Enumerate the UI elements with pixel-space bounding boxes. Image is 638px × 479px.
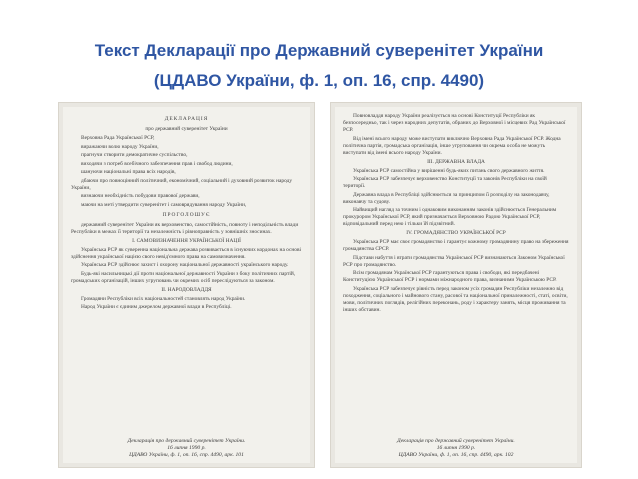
- document-paragraph: визнаючи необхідність побудови правової держави,: [81, 193, 200, 199]
- document-paragraph: маючи на меті утвердити суверенітет і самоврядування народу України,: [81, 201, 247, 208]
- document-sheet: [335, 107, 577, 463]
- document-paragraph: Українська РСР самостійна у вирішенні будь-яких питань свого державного життя.: [353, 167, 545, 174]
- document-paragraph: Українська РСР забезпечує верховенство Конституції та законів Республіки на своїй території.: [343, 176, 547, 189]
- document-section-heading: І. САМОВИЗНАЧЕННЯ УКРАЇНСЬКОЇ НАЦІЇ: [132, 237, 241, 244]
- document-paragraph: виражаючи волю народу України,: [81, 143, 159, 150]
- document-paragraph: Народ України є єдиним джерелом державної влади в Республіці.: [81, 304, 232, 310]
- slide-title-line1: Текст Декларації про Державний суверенітет України: [94, 41, 544, 60]
- caption-line: Декларація про державний суверенітет України.: [127, 438, 246, 444]
- document-paragraph: Від імені всього народу може виступати виключно Верховна Рада Української РСР. Жодна політична партія, громадська організація, інше угруповання чи окрема особа не можуть виступати від імені всього народу України.: [343, 135, 561, 156]
- document-paragraph: виходячи з потреб всебічного забезпечення прав і свобод людини,: [81, 160, 233, 167]
- document-section-heading: ІV. ГРОМАДЯНСТВО УКРАЇНСЬКОЇ РСР: [406, 230, 506, 236]
- document-paragraph: Всім громадянам Української РСР гарантуються права і свободи, які передбачені Конституцією Української РСР і нормами міжнародного права, визнаними Українською РСР.: [343, 270, 557, 283]
- caption-line: 16 липня 1990 р.: [167, 445, 206, 451]
- document-paragraph: Державна влада в Республіці здійснюється за принципом її розподілу на законодавчу, виконавчу та судову.: [343, 191, 550, 205]
- caption-line: 16 липня 1990 р.: [436, 445, 476, 451]
- document-scan-page-2: [331, 103, 581, 467]
- document-paragraph: державний суверенітет України як верховенство, самостійність, повноту і неподільність влади Республіки в межах її території та незалежність і рівноправність у зовнішніх зносинах.: [71, 221, 299, 235]
- document-paragraph: Громадяни Республіки всіх національностей становлять народ України.: [81, 295, 246, 302]
- document-paragraph: Повновладдя народу України реалізується на основі Конституції Республіки як безпосередньо, так і через народних депутатів, обраних до Верховної і місцевих Рад Української РСР.: [343, 113, 566, 133]
- document-paragraph: Підстави набуття і втрати громадянства Української РСР визначаються Законом Української РСР про громадянство.: [343, 254, 565, 268]
- document-paragraph: Українська РСР як суверенна національна держава розвивається в існуючих кордонах на основі здійснення української нацією свого невід'ємного права на самовизначення.: [71, 246, 302, 260]
- caption-line: Декларація про державний суверенітет України.: [397, 438, 515, 444]
- document-paragraph: Верховна Рада Української РСР,: [81, 135, 155, 141]
- document-sheet: [63, 107, 310, 463]
- document-subheading: про державний суверенітет України: [145, 126, 228, 132]
- document-section-heading: ІІІ. ДЕРЖАВНА ВЛАДА: [427, 158, 485, 165]
- document-scan-page-1: [59, 103, 314, 467]
- slide-title: [0, 36, 638, 96]
- document-paragraph: шануючи національні права всіх народів,: [81, 169, 176, 175]
- document-paragraph: Українська РСР має своє громадянство і гарантує кожному громадянину право на збереження громадянства СРСР.: [343, 239, 569, 252]
- document-proclaims-heading: ПРОГОЛОШУЄ: [162, 211, 211, 218]
- document-paragraph: прагнучи створити демократичне суспільство,: [81, 152, 188, 158]
- caption-line: ЦДАВО України, ф. 1, оп. 16, спр. 4490, арк. 102: [398, 452, 514, 458]
- document-paragraph: Українська РСР забезпечує рівність перед законом усіх громадян Республіки незалежно від походження, соціального і майнового стану, расової та національної приналежності, статі, освіти, мови, політичних поглядів, релігійних переконань, роду і характеру занять, місця проживання та інших обставин.: [343, 285, 568, 313]
- slide-title-line2: (ЦДАВО України, ф. 1, оп. 16, спр. 4490): [153, 71, 485, 90]
- document-caption: [335, 438, 577, 459]
- caption-line: ЦДАВО України, ф. 1, оп. 16, спр. 4490, арк. 101: [129, 452, 244, 458]
- document-paragraph: Найвищий нагляд за точним і однаковим виконанням законів здійснюється Генеральним прокурором Української РСР, який призначається Верховною Радою Української РСР, відповідальний перед нею і тільки їй підзвітний.: [343, 207, 557, 227]
- document-section-heading: ІІ. НАРОДОВЛАДДЯ: [161, 286, 212, 293]
- document-paragraph: Будь-які насильницькі дії проти національної державності України з боку політичних партій, громадських організацій, інших угруповань чи окремих осіб переслідуються за законом.: [71, 270, 296, 284]
- document-caption: [63, 438, 310, 459]
- document-paragraph: дбаючи про повноцінний політичний, економічний, соціальний і духовний розвиток народу України,: [71, 177, 293, 191]
- document-heading: ДЕКЛАРАЦІЯ: [164, 116, 209, 122]
- document-paragraph: Українська РСР здійснює захист і охорону національної державності українського народу.: [81, 262, 289, 268]
